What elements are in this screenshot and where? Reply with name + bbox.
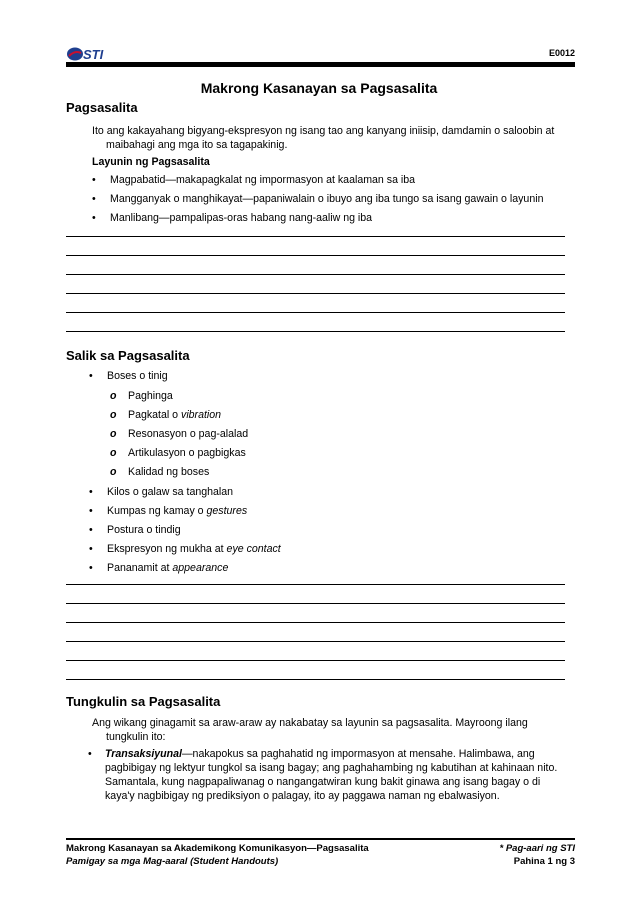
bullet-icon: • [92,212,96,224]
circle-bullet-icon: o [110,428,117,440]
note-line [66,312,565,313]
page-title: Makrong Kasanayan sa Pagsasalita [200,80,438,96]
handout-page: STI E0012 Makrong Kasanayan sa Pagsasalita Pagsasalita Ito ang kakayahang bigyang-ekspresyon ng isang tao ang kanyang iniisip, damdamin o saloobin at maibahagi ang mga ito sa tagapakinig. Layunin ng Pagsasalita • Magpabatid—makapagkalat ng impormasyon at kaalaman sa iba • Mangganyak o manghikayat—papaniwalain o ibuyo ang iba tungo sa isang gawain o layunin • Manlibang—pampalipas-oras habang nang-aaliw ng iba Salik sa Pagsasalita • Boses o tinig o Paghinga o Pagkatal o vibration o Resonasyon o pag-alalad o Artikulasyon o pagbigkas o Kalidad ng boses • Kilos o galaw sa tanghalan • Kumpas ng kamay o gestures • Postura o tindig • Ekspresyon ng mukha at eye contact • Pananamit at appearance Tungkulin sa Pagsasalita Ang wikang ginagamit sa araw-araw ay nakabatay sa layunin sa pagsasalita. Mayroong ilang tungkulin ito: • Transaksiyunal—nakapokus sa paghahatid ng impormasyon at mensahe. Halimbawa, ang pagbibigay ng lektyur tungkol sa isang bagay; ang paghahambing ng kabutihan at kahinaan nito. Samantala, kung nagpapaliwanag o nangangatwiran kung bakit ginawa ang isang bagay o di kaya'y nagbibigay ng prediksiyon o palagay, ito ay paggawa naman ng ebalwasiyon. Makrong Kasanayan sa Akademikong Komunikasyon—Pagsasalita Pamigay sa mga Mag-aaral (Student Handouts) * Pag-aari ng STI Pahina 1 ng 3 [0,0,638,902]
handout-label: Pamigay sa mga Mag-aaral (Student Handouts) [66,856,279,867]
note-line [66,660,565,661]
page-number: Pahina 1 ng 3 [513,856,575,867]
bullet-icon: • [89,562,93,574]
note-line [66,293,565,294]
header-rule [66,62,575,67]
course-title: Makrong Kasanayan sa Akademikong Komunikasyon—Pagsasalita [66,843,369,854]
subheading-layunin: Layunin ng Pagsasalita [92,156,210,168]
footer-right [500,842,576,868]
circle-bullet-icon: o [110,409,117,421]
note-line [66,274,565,275]
section-heading-tungkulin: Tungkulin sa Pagsasalita [66,694,221,709]
bullet-icon: • [92,174,96,186]
sti-logo [66,46,112,62]
bullet-icon: • [89,543,93,555]
bullet-icon: • [89,505,93,517]
footer-left [66,842,369,868]
note-line [66,603,565,604]
note-line [66,679,565,680]
section-heading-pagsasalita: Pagsasalita [66,100,138,115]
section-heading-salik: Salik sa Pagsasalita [66,348,190,363]
note-line [66,622,565,623]
bullet-icon: • [89,370,93,382]
bullet-icon: • [89,486,93,498]
bullet-icon: • [92,193,96,205]
term-transaksiyunal: Transaksiyunal [105,748,182,760]
bullet-icon: • [88,748,92,760]
document-code: E0012 [548,48,575,58]
footer-rule [66,838,575,840]
note-line [66,236,565,237]
note-line [66,255,565,256]
circle-bullet-icon: o [110,390,117,402]
intro-paragraph: Ang wikang ginagamit sa araw-araw ay nakabatay sa layunin sa pagsasalita. Mayroong ilang tungkulin ito: [92,717,528,743]
circle-bullet-icon: o [110,466,117,478]
ownership-note: * Pag-aari ng STI [499,843,575,854]
definition-paragraph: Ito ang kakayahang bigyang-ekspresyon ng isang tao ang kanyang iniisip, damdamin o saloobin at maibahagi ang mga ito sa tagapakinig. [92,125,555,151]
circle-bullet-icon: o [110,447,117,459]
note-line [66,331,565,332]
note-line [66,584,565,585]
logo-text: STI [83,47,104,62]
note-line [66,641,565,642]
bullet-icon: • [89,524,93,536]
